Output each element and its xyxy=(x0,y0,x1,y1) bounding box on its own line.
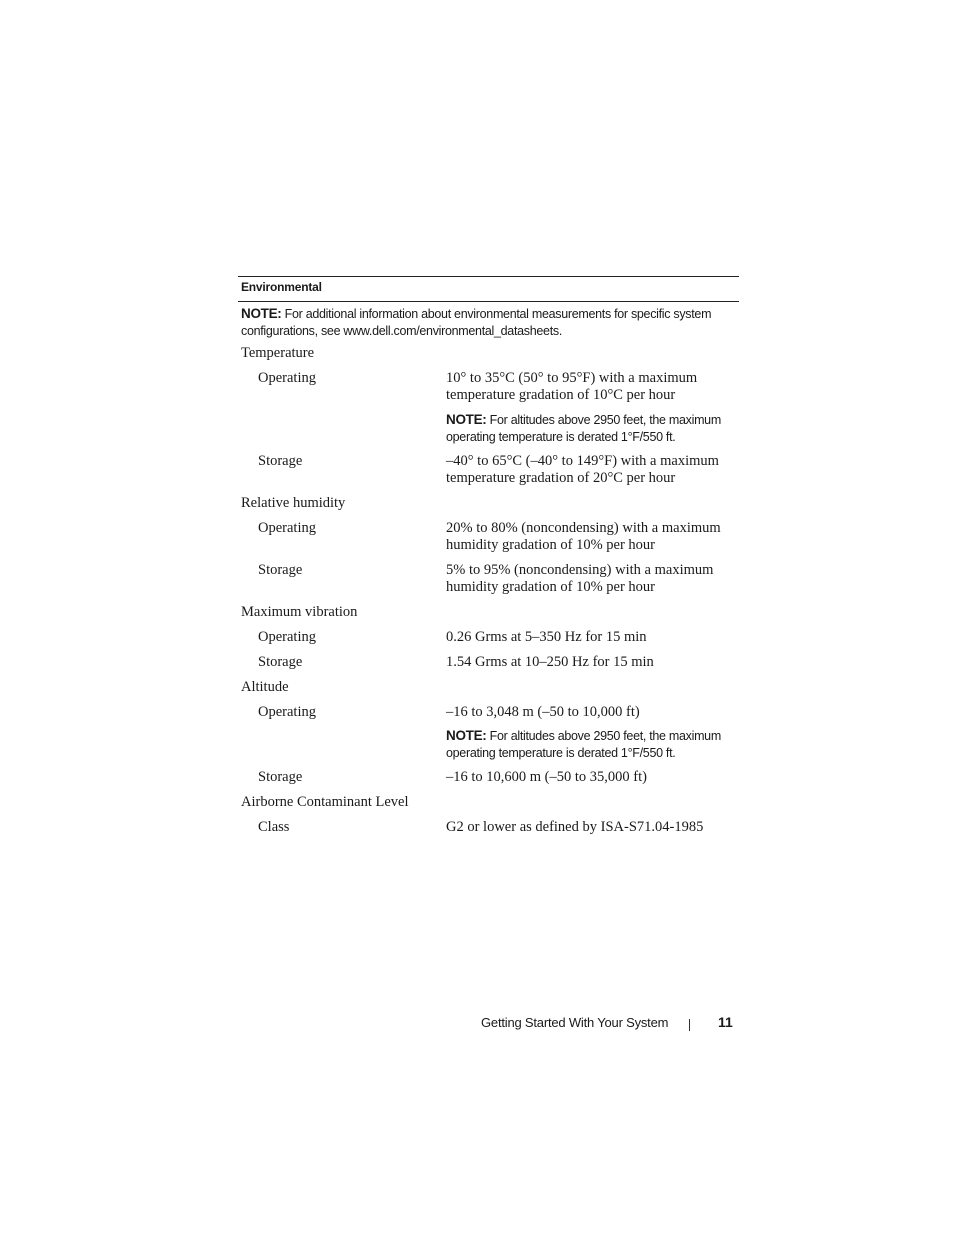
note-text: For additional information about environmental measurements for specific system configurations, see xyxy=(241,307,712,338)
humidity-operating-label: Operating xyxy=(258,520,316,536)
temperature-operating-value: 10° to 35°C (50° to 95°F) with a maximum temperature gradation of 10°C per hour xyxy=(446,370,698,403)
humidity-label: Relative humidity xyxy=(241,495,346,511)
note-label: NOTE: xyxy=(241,306,282,321)
contaminant-class-value: G2 or lower as defined by ISA-S71.04-1985 xyxy=(446,819,704,835)
altitude-operating-value: –16 to 3,048 m (–50 to 10,000 ft) xyxy=(446,704,640,720)
temperature-storage-label: Storage xyxy=(258,453,303,469)
altitude-note: NOTE: For altitudes above 2950 feet, the maximum operating temperature is derated 1°F/550 ft. xyxy=(446,728,721,760)
humidity-operating-value: 20% to 80% (noncondensing) with a maximum humidity gradation of 10% per hour xyxy=(446,520,721,553)
vibration-storage-value: 1.54 Grms at 10–250 Hz for 15 min xyxy=(446,654,654,670)
humidity-storage-value: 5% to 95% (noncondensing) with a maximum humidity gradation of 10% per hour xyxy=(446,562,714,595)
vibration-label: Maximum vibration xyxy=(241,604,358,620)
altitude-storage-label: Storage xyxy=(258,769,303,785)
vibration-operating-value: 0.26 Grms at 5–350 Hz for 15 min xyxy=(446,629,647,645)
temperature-storage-value: –40° to 65°C (–40° to 149°F) with a maximum temperature gradation of 20°C per hour xyxy=(446,453,719,486)
altitude-label: Altitude xyxy=(241,679,289,695)
footer-divider xyxy=(689,1019,690,1031)
footer-title: Getting Started With Your System xyxy=(481,1015,669,1030)
temperature-operating-label: Operating xyxy=(258,370,316,386)
datasheets-link[interactable]: www.dell.com/environmental_datasheets xyxy=(343,324,559,338)
spec-table xyxy=(238,0,739,1235)
vibration-storage-label: Storage xyxy=(258,654,303,670)
section-title: Environmental xyxy=(241,280,322,294)
vibration-operating-label: Operating xyxy=(258,629,316,645)
altitude-storage-value: –16 to 10,600 m (–50 to 35,000 ft) xyxy=(446,769,647,785)
contaminant-class-label: Class xyxy=(258,819,290,835)
environmental-note: NOTE: For additional information about environmental measurements for specific system configurations, see www.dell.com/environmental_datasheets. xyxy=(241,306,712,338)
contaminant-label: Airborne Contaminant Level xyxy=(241,794,409,810)
temperature-label: Temperature xyxy=(241,345,315,361)
altitude-operating-label: Operating xyxy=(258,704,316,720)
humidity-storage-label: Storage xyxy=(258,562,303,578)
page-number: 11 xyxy=(718,1014,733,1030)
temperature-note: NOTE: For altitudes above 2950 feet, the maximum operating temperature is derated 1°F/550 ft. xyxy=(446,412,721,444)
